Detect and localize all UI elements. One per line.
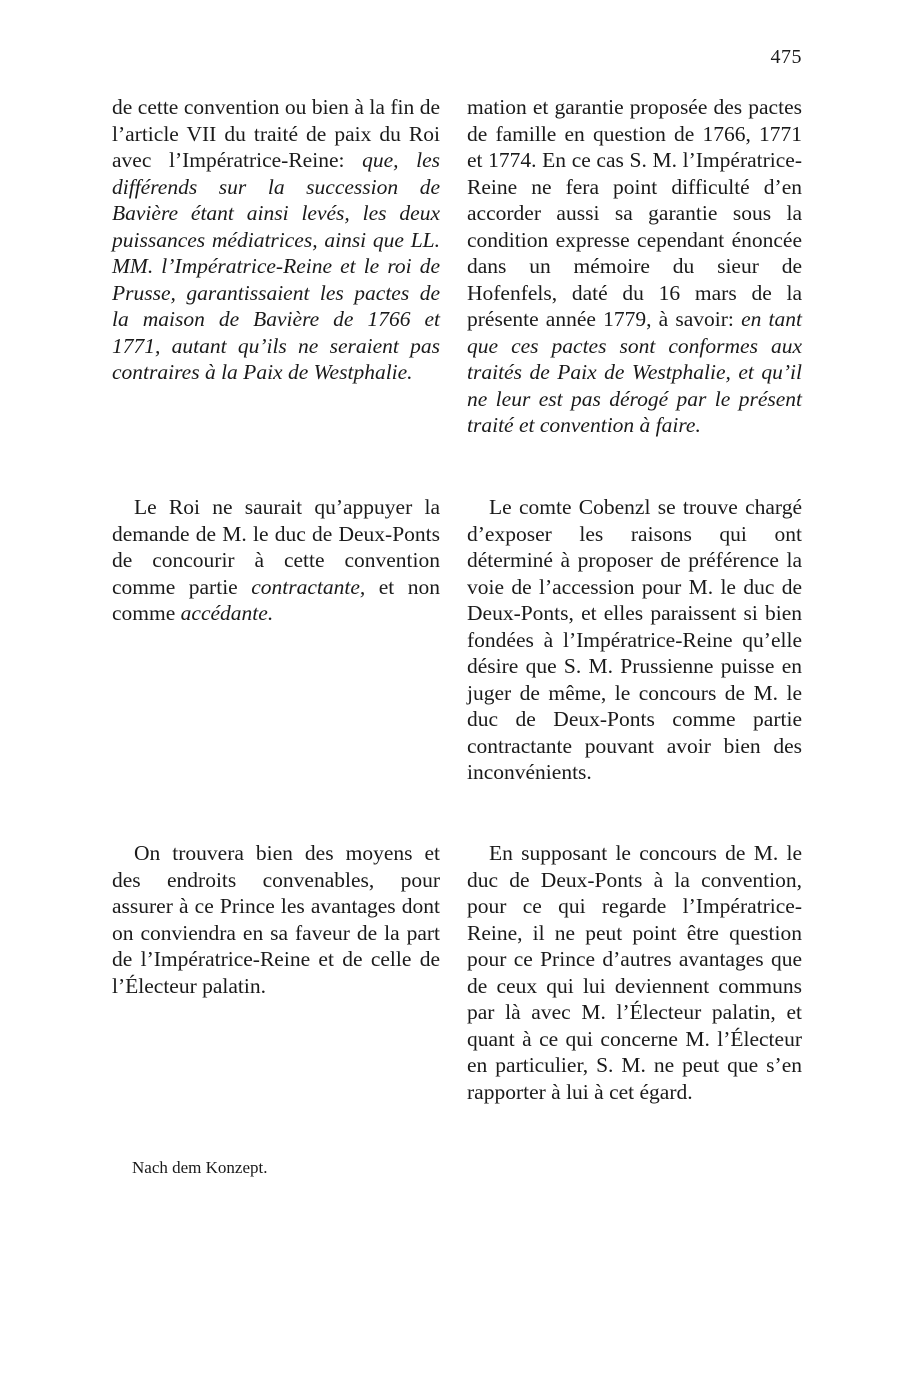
paragraph-right-3 <box>467 840 802 1105</box>
paragraph-right-1-text: mation et garantie proposée des pactes de famille en question de 1766, 1771 et 1774. En ce cas S. M. l’Impératrice-Reine ne fera point difficulté d’en accorder aussi sa garantie sous la condition expresse cependant énoncée dans un mémoire du sieur de Hofenfels, daté du 16 mars de la présente année 1779, à savoir: <box>467 95 802 331</box>
paragraph-right-2 <box>467 494 802 786</box>
source-note: Nach dem Konzept. <box>132 1158 268 1177</box>
page-number: 475 <box>770 46 802 68</box>
paragraph-left-2-text: Le Roi ne saurait qu’appuyer la demande de M. le duc de Deux-Ponts de concourir à cette convention comme partie <box>112 495 440 599</box>
paragraph-right-2-text: Le comte Cobenzl se trouve chargé d’exposer les raisons qui ont déterminé à proposer de préférence la voie de l’accession pour M. le duc de Deux-Ponts, et elles paraissent si bien fondées à l’Impératrice-Reine qu’elle désire que S. M. Prussienne puisse en juger de même, le concours de M. le duc de Deux-Ponts comme partie contractante pouvant avoir bien des inconvénients. <box>467 495 802 784</box>
paragraph-left-1-italic: que, les différends sur la succession de Bavière étant ainsi levés, les deux puissances médiatrices, ainsi que LL. MM. l’Impératrice-Reine et le roi de Prusse, garantissaient les pactes de la maison de Bavière de 1766 et 1771, autant qu’ils ne seraient pas contraires à la Paix de Westphalie. <box>112 148 440 384</box>
paragraph-left-1-text: de cette convention ou bien à la fin de l’article VII du traité de paix du Roi avec l’Impératrice-Reine: <box>112 95 440 172</box>
paragraph-left-2-italic-contractante: contractante, <box>251 574 366 599</box>
paragraph-left-2 <box>112 494 440 627</box>
paragraph-right-1-italic: en tant que ces pactes sont conformes aux traités de Paix de Westphalie, et qu’il ne leur est pas dérogé par le présent traité et convention à faire. <box>467 307 802 437</box>
paragraph-left-3 <box>112 840 440 999</box>
paragraph-left-2-italic-accedante: accédante. <box>180 601 274 625</box>
paragraph-left-1 <box>112 94 440 386</box>
paragraph-left-2-text-2: et non comme <box>112 574 440 625</box>
paragraph-right-3-text: En supposant le concours de M. le duc de Deux-Ponts à la convention, pour ce qui regarde l’Impératrice-Reine, il ne peut point être question pour ce Prince d’autres avantages que de ceux qui lui deviennent communs par là avec M. l’Électeur palatin, et quant à ce qui concerne M. l’Électeur en particulier, S. M. ne peut que s’en rapporter à lui à cet égard. <box>467 841 802 1104</box>
paragraph-right-1 <box>467 94 802 439</box>
paragraph-left-3-text: On trouvera bien des moyens et des endroits convenables, pour assurer à ce Prince les avantages dont on conviendra en sa faveur de la part de l’Impératrice-Reine et de celle de l’Électeur palatin. <box>112 841 440 998</box>
